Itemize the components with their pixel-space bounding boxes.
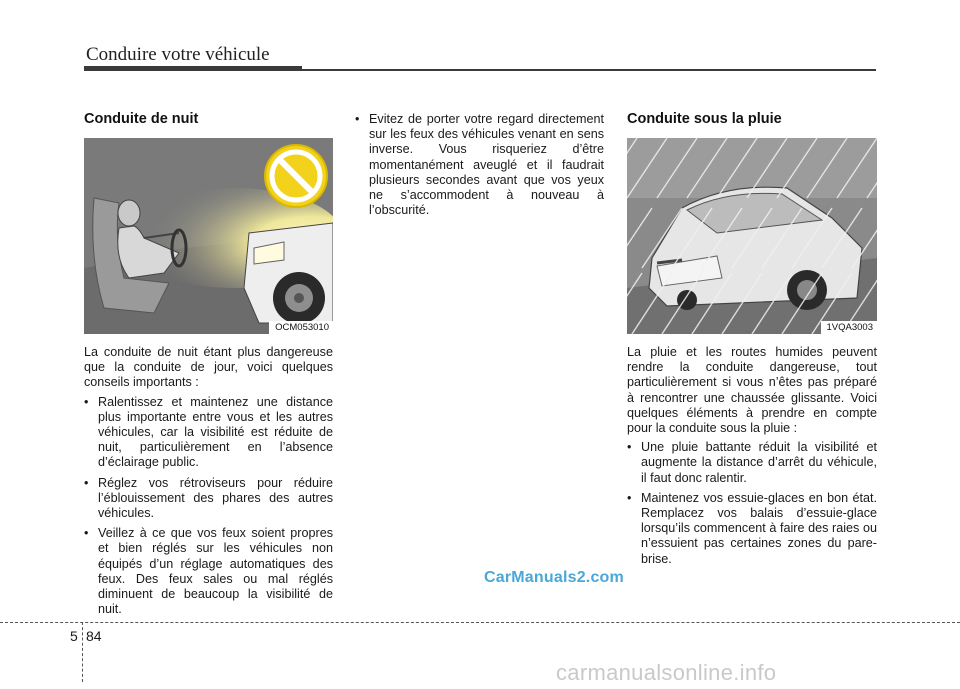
list-item: • Réglez vos rétroviseurs pour réduire l’éblouissement des phares des autres véhicules.	[84, 476, 333, 522]
footer-site-watermark: carmanualsonline.info	[556, 660, 777, 685]
night-driving-illustration	[84, 138, 333, 334]
header-rule-thin	[302, 69, 876, 71]
rain-driving-column	[627, 110, 877, 572]
list-item: • Maintenez vos essuie-glaces en bon état. Remplacez vos balais d’essuie-glace lorsqu’ils commencent à faire des raies ou n’essuient pas certaines zones du pare-brise.	[627, 491, 877, 567]
night-driving-heading: Conduite de nuit	[84, 111, 199, 127]
header-rule-thick	[84, 66, 302, 71]
night-driving-intro: La conduite de nuit étant plus dangereuse que la conduite de jour, voici quelques conseils importants :	[84, 345, 333, 390]
night-driving-column-continued	[355, 112, 604, 223]
night-driving-tips-continued	[355, 112, 604, 218]
watermark-link[interactable]: CarManuals2.com	[484, 569, 624, 586]
night-driving-column	[84, 110, 333, 622]
rain-driving-illustration	[627, 138, 877, 334]
rain-driving-intro: La pluie et les routes humides peuvent rendre la conduite dangereuse, tout particulièrement si vous n’êtes pas préparé à rencontrer une chaussée glissante. Voici quelques éléments à prendre en compte pour la conduite sous la pluie :	[627, 345, 877, 436]
rain-driving-image	[627, 138, 877, 334]
list-item: • Une pluie battante réduit la visibilité et augmente la distance d’arrêt du véhicule, il faut donc ralentir.	[627, 440, 877, 486]
night-driving-tips	[84, 395, 333, 618]
figure-code: 1VQA3003	[821, 321, 877, 334]
rain-driving-heading: Conduite sous la pluie	[627, 111, 782, 127]
list-item: • Veillez à ce que vos feux soient propres et bien réglés sur les véhicules non équipés d’un réglage automatiques des feux. Des feux sales ou mal réglés diminuent de beaucoup la visibilité de nuit.	[84, 526, 333, 617]
page-number: 84	[86, 628, 102, 644]
list-item: • Evitez de porter votre regard directement sur les feux des véhicules venant en sens inverse. Vous risqueriez d’être momentanément aveuglé et il faudrait plusieurs secondes avant que vos yeux ne s’accommodent à nouveau à l’obscurité.	[355, 112, 604, 218]
footer-divider	[0, 622, 960, 623]
section-title: Conduire votre véhicule	[86, 44, 270, 65]
list-item: • Ralentissez et maintenez une distance plus importante entre vous et les autres véhicules, car la visibilité est réduite de nuit, particulièrement en l’absence d’éclairage public.	[84, 395, 333, 471]
rain-driving-tips	[627, 440, 877, 567]
no-sign-icon	[262, 142, 330, 210]
footer-vertical-divider	[82, 622, 83, 682]
figure-code: OCM053010	[269, 321, 333, 334]
chapter-number: 5	[70, 628, 78, 644]
